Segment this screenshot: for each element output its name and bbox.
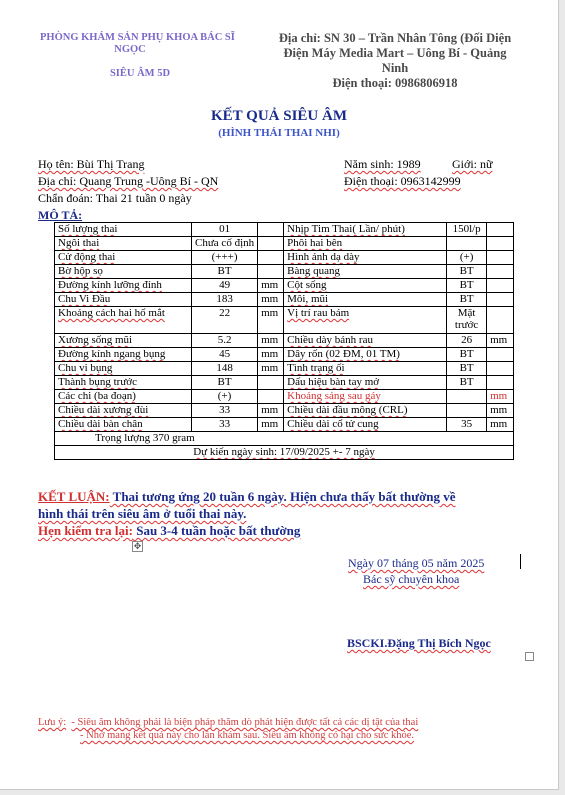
table-cell bbox=[487, 362, 514, 376]
table-cell: BT bbox=[447, 293, 487, 307]
conclusion-text-1: Thai tương ứng 20 tuần 6 ngày. Hiện chưa thấy bất thường về bbox=[109, 489, 456, 504]
table-cell: mm bbox=[258, 293, 284, 307]
table-cell: BT bbox=[447, 376, 487, 390]
table-cell bbox=[487, 376, 514, 390]
note-line-1 bbox=[38, 716, 418, 729]
table-cell: mm bbox=[487, 390, 514, 404]
table-cell: Chu vi bụng bbox=[55, 362, 192, 376]
table-cell: Chu Vi Đầu bbox=[55, 293, 192, 307]
table-cell: BT bbox=[192, 265, 258, 279]
table-row bbox=[55, 376, 514, 390]
table-row bbox=[55, 293, 514, 307]
table-row bbox=[55, 362, 514, 376]
patient-name: Họ tên: Bùi Thị Trang bbox=[38, 157, 145, 171]
table-cell: BT bbox=[192, 376, 258, 390]
table-cell: 5.2 bbox=[192, 334, 258, 348]
table-cell: Bờ hộp sọ bbox=[55, 265, 192, 279]
table-cell: 33 bbox=[192, 404, 258, 418]
table-cell: Chiều dài cổ tử cung bbox=[284, 418, 447, 432]
table-cell: 49 bbox=[192, 279, 258, 293]
table-row bbox=[55, 223, 514, 237]
table-cell: mm bbox=[258, 279, 284, 293]
fetal-weight: Trọng lượng 370 gram bbox=[55, 432, 514, 446]
table-cell: Cột sống bbox=[284, 279, 447, 293]
table-cell bbox=[487, 279, 514, 293]
table-cell: Chiều dày bánh rau bbox=[284, 334, 447, 348]
table-cell bbox=[487, 251, 514, 265]
recheck-text: Sau 3-4 tuần hoặc bất thường bbox=[132, 523, 301, 538]
table-cell: mm bbox=[258, 404, 284, 418]
table-cell: Xương sống mũi bbox=[55, 334, 192, 348]
table-row bbox=[55, 251, 514, 265]
table-cell: BT bbox=[447, 279, 487, 293]
table-cell: Ngôi thai bbox=[55, 237, 192, 251]
table-cell: Nhịp Tim Thai( Lần/ phút) bbox=[284, 223, 447, 237]
recheck-line bbox=[38, 522, 456, 539]
table-cell: Chiều dài xương đùi bbox=[55, 404, 192, 418]
table-row bbox=[55, 307, 514, 334]
text-cursor bbox=[520, 554, 521, 569]
patient-birth-year: Năm sinh: 1989 bbox=[344, 157, 421, 171]
clinic-dept: SIÊU ÂM 5D bbox=[109, 68, 171, 79]
table-row bbox=[55, 279, 514, 293]
table-cell bbox=[258, 223, 284, 237]
conclusion-text-2: hình thái trên siêu âm ở tuổi thai này. bbox=[38, 506, 247, 521]
signature-date: Ngày 07 tháng 05 năm 2025 bbox=[348, 556, 485, 570]
table-row bbox=[55, 404, 514, 418]
table-cell: 33 bbox=[192, 418, 258, 432]
table-cell: 148 bbox=[192, 362, 258, 376]
table-cell: mm bbox=[487, 404, 514, 418]
due-date-row bbox=[55, 446, 514, 460]
table-cell: mm bbox=[258, 348, 284, 362]
clinic-name bbox=[40, 32, 235, 56]
table-cell bbox=[487, 237, 514, 251]
table-row bbox=[55, 237, 514, 251]
table-cell: Chiều dài bàn chân bbox=[55, 418, 192, 432]
table-cell: Dây rốn (02 ĐM, 01 TM) bbox=[284, 348, 447, 362]
table-cell: (+++) bbox=[192, 251, 258, 265]
table-cell: 45 bbox=[192, 348, 258, 362]
table-cell: 01 bbox=[192, 223, 258, 237]
table-cell: Vị trí rau bám bbox=[284, 307, 447, 334]
table-cell: Chưa cố định bbox=[192, 237, 258, 251]
table-cell bbox=[487, 223, 514, 237]
address-line-2: Điện Máy Media Mart – Uông Bí - Quảng bbox=[283, 46, 507, 60]
table-cell: mm bbox=[258, 362, 284, 376]
table-cell: mm bbox=[258, 307, 284, 334]
table-cell: mm bbox=[487, 418, 514, 432]
table-cell: (+) bbox=[192, 390, 258, 404]
description-label: MÔ TẢ: bbox=[38, 208, 83, 222]
table-cell: BT bbox=[447, 362, 487, 376]
table-cell: Đường kính lưỡng đỉnh bbox=[55, 279, 192, 293]
table-cell: Hình ảnh dạ dày bbox=[284, 251, 447, 265]
table-cell bbox=[258, 376, 284, 390]
doctor-name: BSCKI.Đặng Thị Bích Ngọc bbox=[347, 636, 491, 650]
table-cell: Các chi (ba đoạn) bbox=[55, 390, 192, 404]
table-row bbox=[55, 418, 514, 432]
table-cell: BT bbox=[447, 348, 487, 362]
table-cell bbox=[258, 265, 284, 279]
table-cell: (+) bbox=[447, 251, 487, 265]
table-cell bbox=[258, 390, 284, 404]
note-text-1: - Siêu âm không phải là biện pháp thăm dò phát hiện được tất cả các dị tật của thai bbox=[71, 717, 419, 728]
table-cell: Khoảng sáng sau gáy bbox=[284, 390, 447, 404]
table-cell bbox=[258, 251, 284, 265]
table-cell: mm bbox=[258, 334, 284, 348]
table-cell: Chiều dài đầu mông (CRL) bbox=[284, 404, 447, 418]
clinic-name-line-1: PHÒNG KHÁM SẢN PHỤ KHOA BÁC SĨ bbox=[40, 32, 235, 43]
resize-handle-icon[interactable] bbox=[525, 652, 534, 661]
table-cell: Thành bụng trước bbox=[55, 376, 192, 390]
table-cell: 183 bbox=[192, 293, 258, 307]
table-cell: 35 bbox=[447, 418, 487, 432]
conclusion-block bbox=[38, 488, 456, 539]
table-cell: Khoảng cách hai hố mắt bbox=[55, 307, 192, 334]
report-title: KẾT QUẢ SIÊU ÂM bbox=[211, 108, 347, 124]
table-cell: Đường kính ngang bụng bbox=[55, 348, 192, 362]
table-cell: Số lượng thai bbox=[55, 223, 192, 237]
table-row bbox=[55, 265, 514, 279]
table-row bbox=[55, 348, 514, 362]
clinic-address bbox=[262, 31, 528, 91]
table-cell: Cử động thai bbox=[55, 251, 192, 265]
clinic-phone: Điện thoại: 0986806918 bbox=[332, 76, 458, 90]
table-cell: Bàng quang bbox=[284, 265, 447, 279]
measurements-table bbox=[54, 222, 514, 460]
move-handle-icon[interactable]: ✥ bbox=[133, 541, 142, 551]
patient-diagnosis: Chẩn đoán: Thai 21 tuần 0 ngày bbox=[38, 191, 192, 205]
table-cell: mm bbox=[258, 418, 284, 432]
table-cell bbox=[447, 237, 487, 251]
table-cell: Dấu hiệu bàn tay mở bbox=[284, 376, 447, 390]
table-cell: Tình trạng ối bbox=[284, 362, 447, 376]
table-cell: 26 bbox=[447, 334, 487, 348]
table-row bbox=[55, 390, 514, 404]
report-subtitle: (HÌNH THÁI THAI NHI) bbox=[218, 127, 340, 139]
conclusion-label: KẾT LUẬN: bbox=[38, 489, 110, 504]
measurements-body bbox=[55, 223, 514, 432]
patient-gender: Giới: nữ bbox=[452, 157, 493, 171]
table-cell: BT bbox=[447, 265, 487, 279]
table-cell: 22 bbox=[192, 307, 258, 334]
weight-row bbox=[55, 432, 514, 446]
note-block bbox=[38, 716, 418, 742]
patient-phone: Điện thoại: 0963142999 bbox=[344, 174, 461, 188]
note-label: Lưu ý: bbox=[38, 717, 67, 728]
signature-role: Bác sỹ chuyên khoa bbox=[363, 572, 460, 586]
table-cell bbox=[487, 348, 514, 362]
table-cell bbox=[447, 390, 487, 404]
address-line-1: Địa chỉ: SN 30 – Trần Nhân Tông (Đối Diện bbox=[278, 31, 512, 45]
table-cell bbox=[487, 265, 514, 279]
table-cell bbox=[447, 404, 487, 418]
conclusion-line-1 bbox=[38, 488, 456, 505]
recheck-label: Hẹn kiểm tra lại: bbox=[38, 523, 133, 538]
patient-address: Địa chỉ: Quang Trung -Uông Bí - QN bbox=[38, 174, 219, 188]
table-row bbox=[55, 334, 514, 348]
table-cell: mm bbox=[487, 334, 514, 348]
table-cell bbox=[487, 293, 514, 307]
table-cell bbox=[487, 307, 514, 334]
address-line-3: Ninh bbox=[381, 61, 409, 75]
table-cell: Mặt trước bbox=[447, 307, 487, 334]
clinic-name-line-2: NGỌC bbox=[114, 44, 146, 55]
table-cell: Phôi hai bên bbox=[284, 237, 447, 251]
due-date: Dự kiến ngày sinh: 17/09/2025 +- 7 ngày bbox=[55, 446, 514, 460]
table-cell bbox=[258, 237, 284, 251]
table-cell: Môi, mũi bbox=[284, 293, 447, 307]
table-cell: 150l/p bbox=[447, 223, 487, 237]
note-text-2: - Nhớ mang kết quả này cho lần khám sau. Siêu âm không có hại cho sức khỏe. bbox=[80, 730, 415, 741]
